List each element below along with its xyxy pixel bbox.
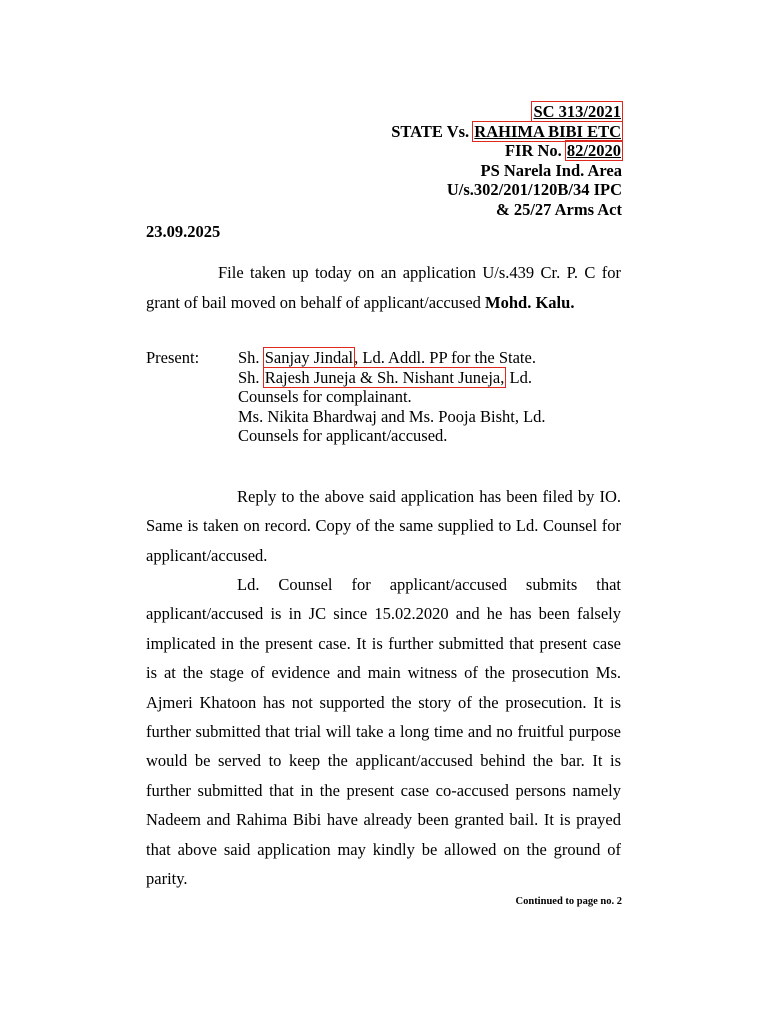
submission-paragraph — [146, 570, 621, 893]
continuation-note: Continued to page no. 2 — [515, 896, 622, 907]
arms-act-sections: & 25/27 Arms Act — [495, 199, 622, 219]
police-station: PS Narela Ind. Area — [480, 160, 622, 180]
case-number: SC 313/2021 — [533, 102, 621, 121]
intro-text: File taken up today on an application U/s.439 Cr. P. C for grant of bail moved on behalf of applicant/accused — [146, 263, 621, 312]
intro-paragraph — [146, 258, 621, 317]
complainant-counsel-names: Rajesh Juneja & Sh. Nishant Juneja, — [264, 367, 505, 387]
reply-paragraph — [146, 482, 621, 570]
pp-role: , Ld. Addl. PP for the State. — [354, 348, 536, 367]
present-line-3: Counsels for complainant. — [238, 387, 412, 407]
present-label: Present: — [146, 348, 200, 367]
ipc-sections: U/s.302/201/120B/34 IPC — [446, 180, 622, 200]
present-prefix: Sh. — [238, 367, 264, 387]
case-header — [391, 102, 622, 220]
counsel-suffix: Ld. — [505, 367, 532, 387]
state-vs-label: STATE Vs. — [391, 121, 470, 141]
present-line-4: Ms. Nikita Bhardwaj and Ms. Pooja Bisht, Ld. — [238, 406, 546, 426]
reply-text: Reply to the above said application has been filed by IO. Same is taken on record. Copy of the same supplied to Ld. Counsel for applicant/accused. — [146, 487, 621, 565]
fir-number: 82/2020 — [566, 141, 621, 161]
fir-label: FIR No. — [504, 141, 562, 161]
submission-text: Ld. Counsel for applicant/accused submits that applicant/accused is in JC since 15.02.2020 and he has been falsely implicated in the present case. It is further submitted that present case is at the stage of evidence and main witness of the prosecution Ms. Ajmeri Khatoon has not supported the story of the prosecution. It is further submitted that trial will take a long time and no fruitful purpose would be served to keep the applicant/accused behind the bar. It is further submitted that in the present case co-accused persons namely Nadeem and Rahima Bibi have already been granted bail. It is prayed that above said application may kindly be allowed on the ground of parity. — [146, 575, 621, 889]
accused-parties: RAHIMA BIBI ETC — [474, 121, 621, 141]
present-line-pp — [238, 348, 628, 368]
present-line-5: Counsels for applicant/accused. — [238, 426, 448, 446]
present-prefix: Sh. — [238, 348, 264, 367]
present-line-complainant-counsel — [238, 368, 628, 388]
order-date: 23.09.2025 — [146, 222, 221, 241]
accused-name: Mohd. Kalu. — [485, 292, 575, 312]
pp-name: Sanjay Jindal — [264, 348, 354, 367]
